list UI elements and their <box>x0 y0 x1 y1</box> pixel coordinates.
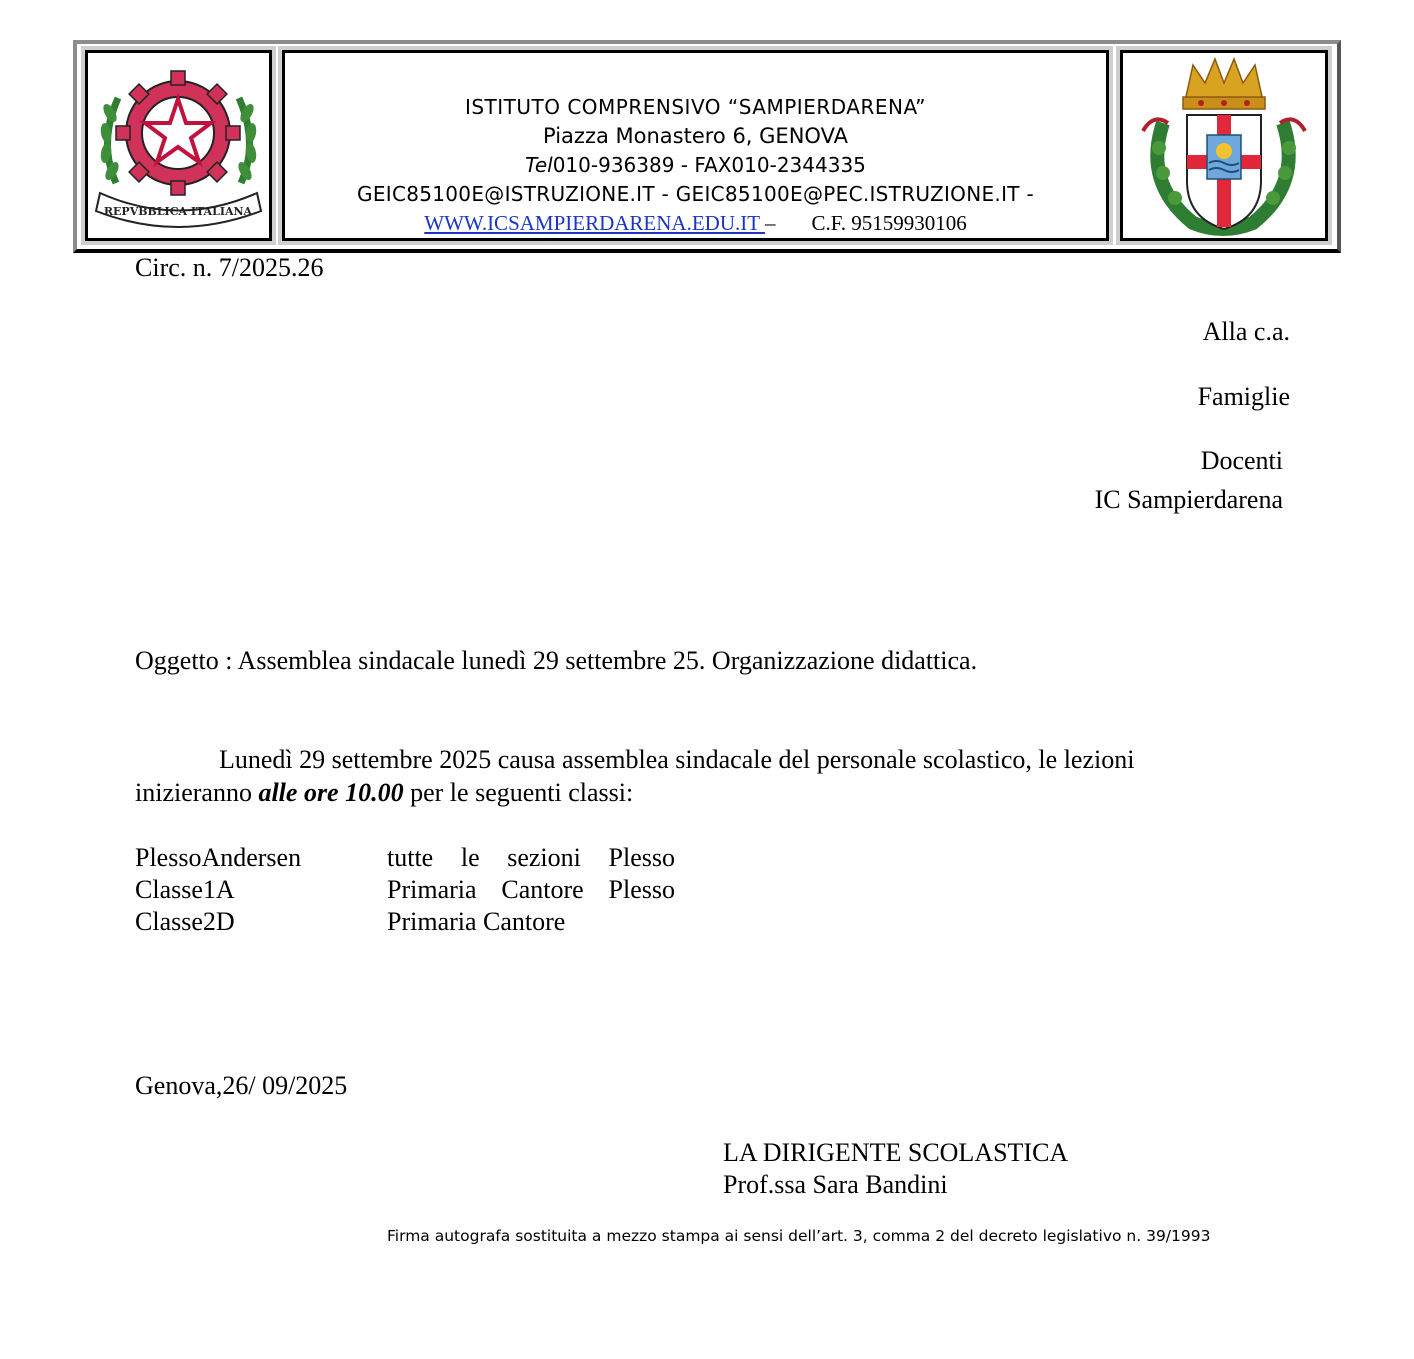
tax-code: C.F. 95159930106 <box>811 211 967 235</box>
location-word: Primaria <box>387 875 477 904</box>
location-word: Primaria Cantore <box>387 907 566 936</box>
location-word: Cantore <box>501 875 584 904</box>
body-paragraph <box>135 743 1235 809</box>
signature-footnote: Firma autografa sostituita a mezzo stampa ai sensi dell’art. 3, comma 2 del decreto legislativo n. 39/1993 <box>387 1227 1211 1245</box>
body-line-2-pre: inizieranno <box>135 778 259 807</box>
body-line-2 <box>135 776 1235 809</box>
emblem-ribbon-text: REPVBBLICA ITALIANA <box>103 205 253 218</box>
class-cell: PlessoAndersen <box>135 843 302 872</box>
recipient-line: Famiglie <box>1197 382 1290 411</box>
start-time-emphasis: alle ore 10.00 <box>258 778 404 807</box>
signatory-role: LA DIRIGENTE SCOLASTICA <box>723 1138 1069 1167</box>
class-cell: Classe2D <box>135 907 235 936</box>
letterhead-left-cell <box>85 50 272 241</box>
document-date: Genova,26/ 09/2025 <box>135 1071 348 1100</box>
institute-address: Piazza Monastero 6, GENOVA <box>543 124 848 148</box>
institute-name: ISTITUTO COMPRENSIVO “SAMPIERDARENA” <box>464 95 927 119</box>
recipient-line: IC Sampierdarena <box>1094 485 1283 514</box>
location-cell <box>387 842 675 874</box>
website-link[interactable]: WWW.ICSAMPIERDARENA.EDU.IT <box>424 211 765 235</box>
website-separator: – <box>764 211 776 235</box>
institute-info <box>285 93 1106 238</box>
location-word: Plesso <box>608 843 675 872</box>
location-cell <box>387 906 675 938</box>
body-line-1: Lunedì 29 settembre 2025 causa assemblea sindacale del personale scolastico, le lezioni <box>219 745 1135 774</box>
institute-web-taxcode <box>285 209 1106 238</box>
location-word: le <box>460 843 480 872</box>
tel-fax-numbers: 010-936389 - FAX010-2344335 <box>552 153 866 177</box>
classes-table <box>135 842 675 938</box>
recipient-line: Docenti <box>1200 446 1283 475</box>
circular-number: Circ. n. 7/2025.26 <box>135 253 324 282</box>
italian-republic-emblem-icon <box>88 53 269 238</box>
genoa-city-coat-of-arms-icon <box>1123 53 1325 238</box>
letterhead <box>73 40 1341 253</box>
location-cell <box>387 874 675 906</box>
body-line-2-post: per le seguenti classi: <box>403 778 634 807</box>
table-row <box>135 906 675 938</box>
institute-emails: GEIC85100E@ISTRUZIONE.IT - GEIC85100E@PEC.ISTRUZIONE.IT - <box>357 182 1034 206</box>
letterhead-center-cell <box>282 50 1109 241</box>
subject-line: Oggetto : Assemblea sindacale lunedì 29 settembre 25. Organizzazione didattica. <box>135 646 978 675</box>
location-word: Plesso <box>608 875 675 904</box>
table-row <box>135 842 675 874</box>
location-word: tutte <box>387 843 434 872</box>
location-word: sezioni <box>507 843 581 872</box>
signatory-name: Prof.ssa Sara Bandini <box>723 1170 948 1199</box>
recipient-line: Alla c.a. <box>1202 317 1290 346</box>
institute-phone-fax <box>285 151 1106 180</box>
letterhead-right-cell <box>1120 50 1328 241</box>
table-row <box>135 874 675 906</box>
class-cell: Classe1A <box>135 875 235 904</box>
tel-label: Tel <box>525 153 553 177</box>
